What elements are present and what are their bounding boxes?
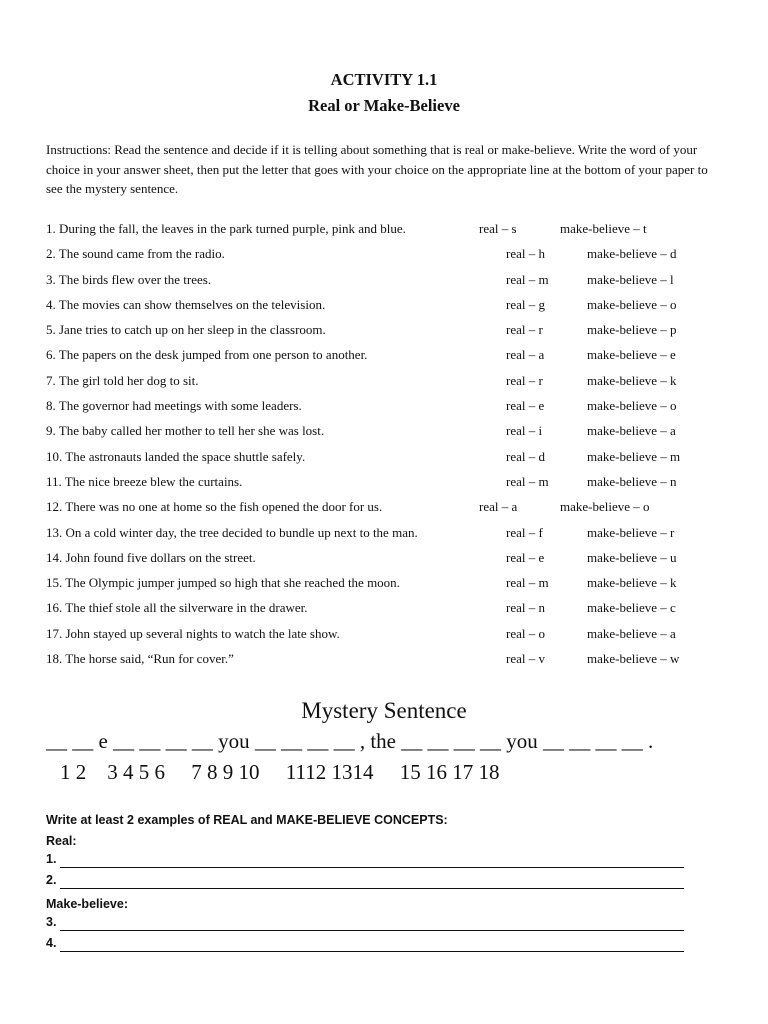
question-text: 16. The thief stole all the silverware in the drawer. bbox=[46, 600, 308, 616]
make-believe-option: make-believe – d bbox=[587, 246, 677, 262]
answer-line-number: 3. bbox=[46, 915, 57, 929]
make-believe-option: make-believe – k bbox=[587, 575, 677, 591]
question-text: 2. The sound came from the radio. bbox=[46, 246, 225, 262]
question-row bbox=[46, 423, 746, 448]
question-row bbox=[46, 322, 746, 347]
real-heading: Real: bbox=[46, 834, 77, 848]
mystery-sentence-numbers: 1 2 3 4 5 6 7 8 9 10 1112 1314 15 16 17 18 bbox=[60, 760, 500, 784]
answer-line[interactable] bbox=[46, 852, 706, 873]
question-text: 11. The nice breeze blew the curtains. bbox=[46, 473, 243, 489]
answer-line[interactable] bbox=[46, 873, 706, 894]
question-text: 6. The papers on the desk jumped from one person to another. bbox=[46, 347, 368, 363]
question-text: 17. John stayed up several nights to watch the late show. bbox=[46, 625, 340, 641]
question-text: 15. The Olympic jumper jumped so high that she reached the moon. bbox=[46, 575, 400, 591]
real-option: real – f bbox=[506, 524, 543, 540]
question-row bbox=[46, 474, 746, 499]
question-row bbox=[46, 550, 746, 575]
question-text: 3. The birds flew over the trees. bbox=[46, 271, 212, 287]
question-text: 12. There was no one at home so the fish opened the door for us. bbox=[46, 499, 383, 515]
make-believe-option: make-believe – t bbox=[560, 221, 647, 236]
answer-line[interactable] bbox=[46, 936, 706, 957]
make-believe-option: make-believe – k bbox=[587, 372, 677, 388]
make-believe-option: make-believe – a bbox=[587, 625, 676, 641]
question-text: 5. Jane tries to catch up on her sleep in the classroom. bbox=[46, 322, 326, 338]
real-option: real – m bbox=[506, 271, 549, 287]
examples-prompt: Write at least 2 examples of REAL and MAKE-BELIEVE CONCEPTS: bbox=[46, 813, 448, 827]
question-text: 1. During the fall, the leaves in the park turned purple, pink and blue. bbox=[46, 221, 406, 236]
answer-rule bbox=[60, 930, 684, 931]
question-text: 14. John found five dollars on the street. bbox=[46, 549, 256, 565]
question-row bbox=[46, 373, 746, 398]
examples-section bbox=[46, 810, 706, 957]
real-option: real – e bbox=[506, 398, 545, 414]
make-believe-option: make-believe – w bbox=[587, 651, 680, 667]
real-option: real – r bbox=[506, 322, 543, 338]
answer-line[interactable] bbox=[46, 915, 706, 936]
question-list bbox=[46, 221, 746, 676]
question-text: 4. The movies can show themselves on the television. bbox=[46, 296, 326, 312]
question-row bbox=[46, 626, 746, 651]
answer-line-number: 2. bbox=[46, 873, 57, 887]
make-believe-option: make-believe – o bbox=[587, 398, 677, 414]
question-row bbox=[46, 499, 746, 524]
mystery-sentence-blanks: __ __ e __ __ __ __ you __ __ __ __ , the __ __ __ __ you __ __ __ __ . bbox=[46, 729, 654, 753]
make-believe-heading: Make-believe: bbox=[46, 897, 128, 911]
real-option: real – r bbox=[506, 372, 543, 388]
make-believe-option: make-believe – o bbox=[587, 296, 677, 312]
question-row bbox=[46, 525, 746, 550]
activity-title: ACTIVITY 1.1 bbox=[330, 70, 438, 89]
real-option: real – i bbox=[506, 423, 543, 439]
question-row bbox=[46, 449, 746, 474]
question-row bbox=[46, 246, 746, 271]
real-option: real – e bbox=[506, 549, 545, 565]
question-text: 10. The astronauts landed the space shuttle safely. bbox=[46, 448, 306, 464]
question-row bbox=[46, 297, 746, 322]
real-option: real – s bbox=[479, 221, 517, 236]
make-believe-option: make-believe – a bbox=[587, 423, 676, 439]
real-option: real – m bbox=[506, 473, 549, 489]
question-row bbox=[46, 651, 746, 676]
answer-rule bbox=[60, 867, 684, 868]
answer-line-number: 4. bbox=[46, 936, 57, 950]
make-believe-option: make-believe – m bbox=[587, 448, 681, 464]
question-row bbox=[46, 347, 746, 372]
question-row bbox=[46, 398, 746, 423]
answer-line-number: 1. bbox=[46, 852, 57, 866]
real-option: real – m bbox=[506, 575, 549, 591]
activity-subtitle: Real or Make-Believe bbox=[308, 96, 460, 115]
make-believe-option: make-believe – e bbox=[587, 347, 676, 363]
real-option: real – a bbox=[479, 499, 518, 515]
question-text: 9. The baby called her mother to tell her she was lost. bbox=[46, 423, 325, 439]
question-row bbox=[46, 272, 746, 297]
make-believe-option: make-believe – o bbox=[560, 499, 650, 515]
make-believe-option: make-believe – c bbox=[587, 600, 676, 616]
real-option: real – g bbox=[506, 296, 545, 312]
question-row bbox=[46, 575, 746, 600]
question-row bbox=[46, 221, 746, 246]
make-believe-option: make-believe – p bbox=[587, 322, 677, 338]
question-text: 7. The girl told her dog to sit. bbox=[46, 372, 199, 388]
question-row bbox=[46, 600, 746, 625]
make-believe-option: make-believe – n bbox=[587, 473, 677, 489]
real-option: real – o bbox=[506, 625, 545, 641]
real-option: real – v bbox=[506, 651, 545, 667]
make-believe-option: make-believe – u bbox=[587, 549, 677, 565]
instructions-paragraph: Instructions: Read the sentence and decide if it is telling about something that is real or make-believe. Write the word of your choice in your answer sheet, then put the letter that goes with your choice on the appropriate line at the bottom of your paper to see the mystery sentence. bbox=[46, 142, 708, 196]
question-text: 8. The governor had meetings with some leaders. bbox=[46, 398, 302, 414]
answer-rule bbox=[60, 888, 684, 889]
answer-rule bbox=[60, 951, 684, 952]
make-believe-option: make-believe – r bbox=[587, 524, 675, 540]
question-text: 18. The horse said, “Run for cover.” bbox=[46, 651, 234, 667]
real-option: real – n bbox=[506, 600, 545, 616]
make-believe-option: make-believe – l bbox=[587, 271, 674, 287]
real-option: real – a bbox=[506, 347, 545, 363]
real-option: real – h bbox=[506, 246, 545, 262]
mystery-sentence-title: Mystery Sentence bbox=[301, 698, 467, 723]
question-text: 13. On a cold winter day, the tree decided to bundle up next to the man. bbox=[46, 524, 418, 540]
real-option: real – d bbox=[506, 448, 545, 464]
